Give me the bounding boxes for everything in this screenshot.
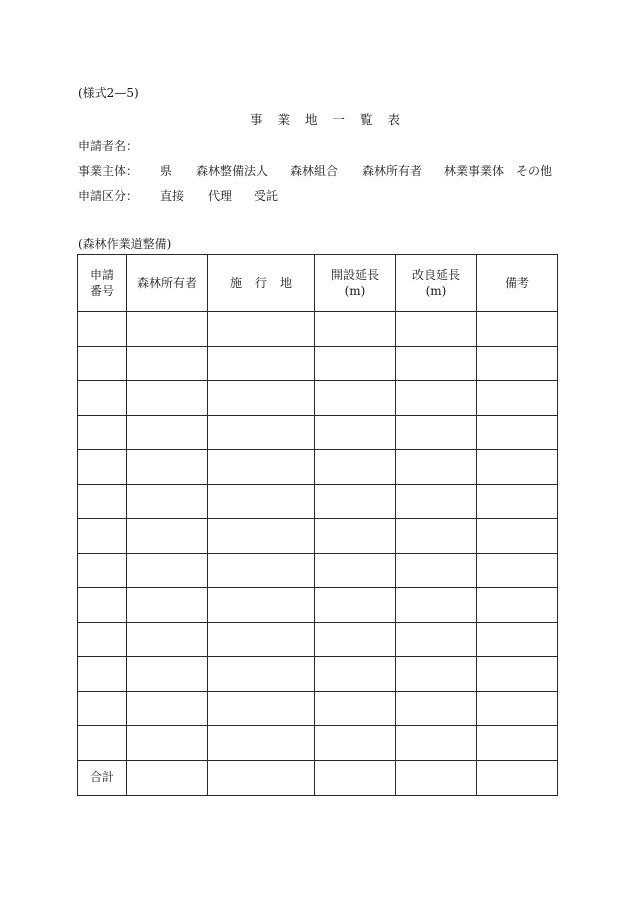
total-cell-work-site[interactable] [208, 760, 315, 795]
cell-new-length[interactable] [315, 450, 396, 485]
cell-work-site[interactable] [208, 622, 315, 657]
cell-forest-owner[interactable] [127, 691, 208, 726]
work-site-table [77, 254, 558, 796]
table-row [78, 450, 558, 485]
cell-new-length[interactable] [315, 657, 396, 692]
cell-remarks[interactable] [477, 312, 558, 347]
entity-option-prefecture: 県 [160, 164, 173, 178]
applicant-line [78, 137, 138, 154]
cell-application-number[interactable] [78, 312, 127, 347]
cell-work-site[interactable] [208, 450, 315, 485]
cell-forest-owner[interactable] [127, 657, 208, 692]
cell-new-length[interactable] [315, 622, 396, 657]
header-new-length: 開設延長 (m) [315, 255, 396, 312]
cell-new-length[interactable] [315, 312, 396, 347]
cell-work-site[interactable] [208, 519, 315, 554]
cell-remarks[interactable] [477, 484, 558, 519]
cell-remarks[interactable] [477, 553, 558, 588]
cell-new-length[interactable] [315, 381, 396, 416]
cell-work-site[interactable] [208, 312, 315, 347]
cell-improved-length[interactable] [396, 726, 477, 761]
application-type-label: 申請区分： [78, 189, 139, 203]
cell-remarks[interactable] [477, 691, 558, 726]
cell-application-number[interactable] [78, 622, 127, 657]
cell-forest-owner[interactable] [127, 553, 208, 588]
cell-application-number[interactable] [78, 657, 127, 692]
form-number: (様式2—5) [78, 86, 139, 100]
applicant-label: 申請者名： [78, 139, 139, 153]
cell-improved-length[interactable] [396, 450, 477, 485]
cell-new-length[interactable] [315, 346, 396, 381]
table-row [78, 553, 558, 588]
entity-option-forest-union: 森林組合 [290, 164, 339, 178]
cell-new-length[interactable] [315, 519, 396, 554]
cell-work-site[interactable] [208, 415, 315, 450]
cell-remarks[interactable] [477, 450, 558, 485]
cell-work-site[interactable] [208, 553, 315, 588]
entity-option-forestry-business: 林業事業体 [444, 164, 505, 178]
table-row [78, 381, 558, 416]
header-improved-length: 改良延長 (m) [396, 255, 477, 312]
table-row [78, 726, 558, 761]
application-type-line [78, 187, 279, 204]
table-header-row [78, 255, 558, 312]
cell-application-number[interactable] [78, 726, 127, 761]
entity-line [78, 162, 553, 179]
cell-improved-length[interactable] [396, 553, 477, 588]
cell-remarks[interactable] [477, 381, 558, 416]
cell-forest-owner[interactable] [127, 622, 208, 657]
cell-improved-length[interactable] [396, 415, 477, 450]
cell-new-length[interactable] [315, 588, 396, 623]
application-type-proxy: 代理 [208, 189, 233, 203]
cell-application-number[interactable] [78, 588, 127, 623]
header-work-site: 施行地 [208, 255, 315, 312]
table-row [78, 691, 558, 726]
cell-remarks[interactable] [477, 622, 558, 657]
cell-application-number[interactable] [78, 415, 127, 450]
table-row [78, 622, 558, 657]
cell-work-site[interactable] [208, 657, 315, 692]
cell-forest-owner[interactable] [127, 415, 208, 450]
cell-improved-length[interactable] [396, 657, 477, 692]
cell-new-length[interactable] [315, 691, 396, 726]
cell-application-number[interactable] [78, 519, 127, 554]
cell-work-site[interactable] [208, 381, 315, 416]
entity-label: 事業主体： [78, 164, 139, 178]
cell-remarks[interactable] [477, 657, 558, 692]
cell-application-number[interactable] [78, 691, 127, 726]
cell-improved-length[interactable] [396, 691, 477, 726]
header-forest-owner: 森林所有者 [127, 255, 208, 312]
cell-work-site[interactable] [208, 588, 315, 623]
cell-application-number[interactable] [78, 553, 127, 588]
cell-new-length[interactable] [315, 415, 396, 450]
cell-remarks[interactable] [477, 726, 558, 761]
cell-remarks[interactable] [477, 519, 558, 554]
cell-improved-length[interactable] [396, 519, 477, 554]
cell-application-number[interactable] [78, 381, 127, 416]
cell-new-length[interactable] [315, 726, 396, 761]
cell-application-number[interactable] [78, 346, 127, 381]
cell-new-length[interactable] [315, 484, 396, 519]
cell-application-number[interactable] [78, 450, 127, 485]
table-row [78, 588, 558, 623]
cell-remarks[interactable] [477, 415, 558, 450]
document-title: 事業地一覧表 [250, 112, 416, 127]
total-row [78, 760, 558, 795]
table-row [78, 657, 558, 692]
total-cell-new-length[interactable] [315, 760, 396, 795]
table-row [78, 484, 558, 519]
header-remarks: 備考 [477, 255, 558, 312]
total-cell-improved-length[interactable] [396, 760, 477, 795]
total-cell-remarks[interactable] [477, 760, 558, 795]
cell-improved-length[interactable] [396, 622, 477, 657]
table-row [78, 415, 558, 450]
section-label: (森林作業道整備) [78, 237, 172, 251]
table-body [78, 312, 558, 796]
cell-improved-length[interactable] [396, 381, 477, 416]
entity-option-forest-corp: 森林整備法人 [196, 164, 269, 178]
total-label-cell: 合計 [78, 760, 127, 795]
application-type-direct: 直接 [160, 189, 185, 203]
cell-forest-owner[interactable] [127, 588, 208, 623]
cell-improved-length[interactable] [396, 588, 477, 623]
table-row [78, 519, 558, 554]
application-type-entrusted: 受託 [254, 189, 279, 203]
cell-remarks[interactable] [477, 588, 558, 623]
entity-option-other: その他 [516, 164, 553, 178]
cell-remarks[interactable] [477, 346, 558, 381]
cell-work-site[interactable] [208, 726, 315, 761]
entity-option-forest-owner: 森林所有者 [362, 164, 423, 178]
cell-new-length[interactable] [315, 553, 396, 588]
cell-improved-length[interactable] [396, 346, 477, 381]
table-row [78, 346, 558, 381]
cell-work-site[interactable] [208, 484, 315, 519]
cell-forest-owner[interactable] [127, 450, 208, 485]
table-row [78, 312, 558, 347]
cell-forest-owner[interactable] [127, 484, 208, 519]
cell-work-site[interactable] [208, 346, 315, 381]
total-cell-forest-owner[interactable] [127, 760, 208, 795]
cell-improved-length[interactable] [396, 484, 477, 519]
header-application-number: 申請 番号 [78, 255, 127, 312]
cell-forest-owner[interactable] [127, 346, 208, 381]
cell-forest-owner[interactable] [127, 381, 208, 416]
cell-application-number[interactable] [78, 484, 127, 519]
cell-work-site[interactable] [208, 691, 315, 726]
cell-forest-owner[interactable] [127, 312, 208, 347]
cell-forest-owner[interactable] [127, 726, 208, 761]
cell-forest-owner[interactable] [127, 519, 208, 554]
cell-improved-length[interactable] [396, 312, 477, 347]
